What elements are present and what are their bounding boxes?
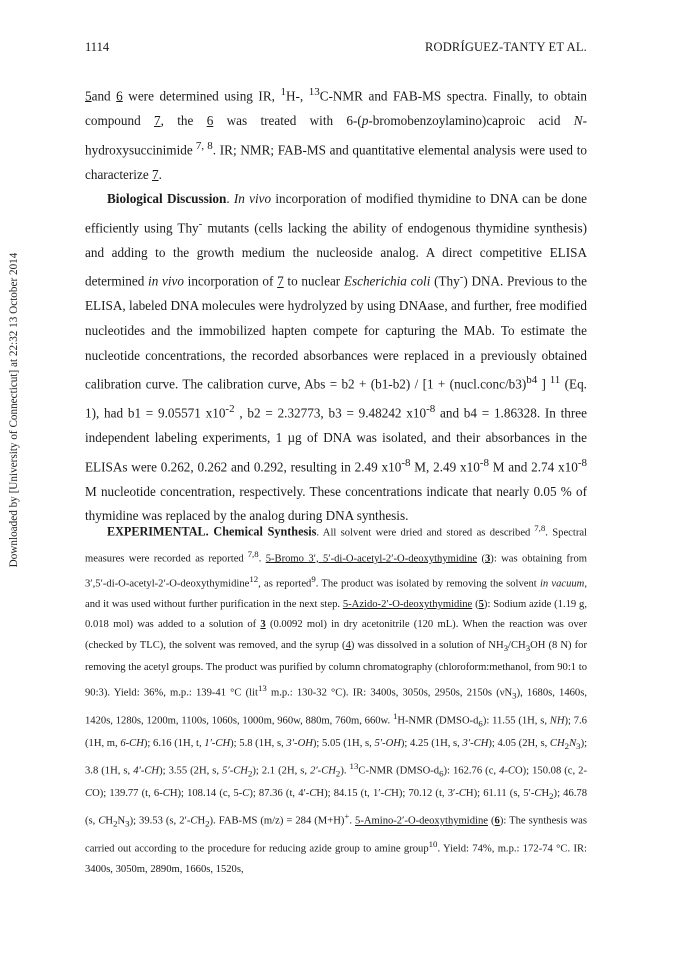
text-run: M and 2.74 x10 bbox=[488, 459, 578, 475]
text-run: 6 bbox=[478, 718, 483, 729]
text-run: 5 bbox=[85, 88, 92, 104]
text-run: -2 bbox=[225, 403, 235, 416]
text-run: 13 bbox=[349, 761, 359, 772]
text-run: p bbox=[361, 112, 369, 128]
download-watermark bbox=[2, 150, 26, 670]
text-run: 5′-OH bbox=[374, 737, 401, 749]
text-run: ] bbox=[537, 376, 546, 392]
main-text bbox=[85, 80, 587, 529]
text-run: . IR; NMR; FAB-MS and quantitative elemental analysis were used to characterize bbox=[85, 141, 588, 182]
text-run: in vacuum bbox=[539, 579, 585, 590]
text-run: 4′-CH bbox=[133, 765, 160, 777]
text-run: ): Sodium azide (1.19 g, 0.018 mol) was added to a solution of bbox=[85, 599, 587, 631]
text-run: , the bbox=[160, 112, 207, 128]
compound-5-name: 5-Azido-2′-O-deoxythymidine bbox=[342, 599, 473, 611]
text-run: -8 bbox=[479, 456, 489, 469]
text-run: ): 11.55 (1H, s, bbox=[482, 715, 550, 727]
text-run: 1 bbox=[280, 86, 286, 98]
experimental-paragraph bbox=[85, 518, 587, 880]
text-run: 5 bbox=[478, 599, 484, 611]
running-author: RODRÍGUEZ-TANTY ET AL. bbox=[424, 40, 587, 54]
text-run: and b4 = 1.86328. In three independent labeling experiments, 1 µg of DNA was isolated, and their absorbances in the ELISAs were 0.262, 0.262 and 0.292, resulting in 2.49 x10 bbox=[85, 405, 587, 475]
text-run: - bbox=[459, 271, 464, 284]
text-run: . bbox=[349, 815, 356, 827]
text-run: ); 4.25 (1H, s, bbox=[400, 737, 463, 749]
text-run: . Spectral measures were recorded as reported bbox=[85, 527, 588, 565]
text-run: ( bbox=[477, 553, 485, 565]
text-run: 12 bbox=[249, 574, 259, 585]
text-run: 3 bbox=[503, 642, 509, 653]
text-run: (0.0092 mol) in dry acetonitrile (120 mL). When the reaction was over (checked by TLC), the solvent was removed, and the syrup ( bbox=[85, 619, 587, 651]
text-run: In vivo bbox=[233, 191, 272, 207]
text-run: ); 39.53 (s, 2′- bbox=[129, 815, 191, 827]
text-run: -bromobenzoylamino)caproic acid bbox=[368, 112, 574, 128]
text-run: C bbox=[85, 787, 93, 799]
text-run: NH bbox=[549, 715, 565, 727]
text-run: O); 139.77 (t, 6- bbox=[92, 787, 163, 799]
text-run: 3 bbox=[260, 619, 266, 631]
text-run: -8 bbox=[401, 456, 411, 469]
text-run: were determined using IR, bbox=[122, 88, 281, 104]
text-run: ); 6.16 (1H, t, bbox=[143, 737, 205, 749]
compound-3-name: 5-Bromo 3′, 5′-di-O-acetyl-2′-O-deoxythymidine bbox=[265, 553, 478, 565]
text-run: /CH bbox=[508, 639, 526, 651]
text-run: -8 bbox=[577, 456, 587, 469]
text-run: 7 bbox=[277, 273, 284, 289]
text-run: N bbox=[569, 737, 577, 749]
text-run: C-NMR and FAB-MS spectra. Finally, to obtain compound bbox=[85, 88, 587, 128]
page-header bbox=[85, 40, 587, 58]
text-run: H); 70.12 (t, 3′- bbox=[391, 787, 459, 799]
text-run: H-NMR (DMSO-d bbox=[397, 715, 479, 727]
text-run: b4 bbox=[526, 374, 538, 387]
text-run: was treated with 6-( bbox=[213, 112, 362, 128]
text-run: 6 bbox=[439, 768, 444, 779]
text-run: 3′-OH bbox=[286, 737, 313, 749]
text-run: C bbox=[98, 815, 106, 827]
text-run: 13 bbox=[308, 86, 320, 98]
text-run: H bbox=[541, 787, 550, 799]
text-run: 6 bbox=[206, 112, 214, 128]
text-run: ( bbox=[472, 599, 479, 611]
text-run: , b2 = 2.32773, b3 = 9.48242 x10 bbox=[234, 405, 427, 421]
text-run: 1 bbox=[392, 710, 398, 721]
text-run: 3 bbox=[525, 642, 531, 653]
text-run: . Yield: 74%, m.p.: 172-74 °C. IR: 3400s, 3050m, 2890m, 1660s, 1520s, bbox=[85, 843, 587, 875]
text-run: ), 1680s, 1460s, 1420s, 1280s, 1200m, 1100s, 1060s, 1000m, 960w, 880m, 760m, 660w. bbox=[85, 687, 588, 727]
text-run: -hydroxysuccinimide bbox=[85, 112, 587, 157]
experimental-text bbox=[85, 518, 587, 880]
biological-discussion-paragraph bbox=[85, 187, 587, 529]
text-run: ); 5.8 (1H, s, bbox=[230, 737, 287, 749]
text-run: C bbox=[190, 815, 198, 827]
text-run: M nucleotide concentration, respectively. These concentrations indicate that nearly 0.05 % of thymidine was replaced by the analog during DNA synthesis. bbox=[85, 483, 587, 524]
text-run: 2 bbox=[335, 768, 341, 779]
section-heading-experimental: EXPERIMENTAL. Chemical Synthesis bbox=[107, 524, 317, 539]
text-run: 3 bbox=[485, 553, 491, 565]
text-run: ): 162.76 (c, bbox=[443, 765, 500, 777]
text-run: N bbox=[117, 815, 126, 827]
text-run: . The product was isolated by removing the solvent bbox=[315, 579, 540, 590]
text-run: 6 bbox=[116, 88, 123, 104]
page-number: 1114 bbox=[85, 40, 110, 54]
text-run: 13 bbox=[257, 683, 267, 694]
text-run: H bbox=[197, 815, 206, 827]
text-run: , and it was used without further purification in the next step. bbox=[85, 579, 587, 611]
text-run: incorporation of bbox=[183, 273, 278, 289]
text-run: . All solvent were dried and stored as described bbox=[316, 527, 531, 539]
text-run: in vivo bbox=[148, 273, 184, 289]
text-run: 4 bbox=[345, 639, 351, 651]
text-run: M, 2.49 x10 bbox=[410, 459, 480, 475]
text-run: ): The synthesis was carried out according to the procedure for reducing azide group to amine group bbox=[85, 815, 587, 855]
text-run: CH bbox=[549, 737, 565, 749]
text-run: 7 bbox=[151, 166, 159, 182]
text-run: 7, 8 bbox=[192, 139, 213, 152]
text-run: and bbox=[91, 88, 117, 104]
text-run: -8 bbox=[426, 403, 436, 416]
text-run: H); 61.11 (s, 5′- bbox=[465, 787, 535, 799]
text-run: ); 5.05 (1H, s, bbox=[312, 737, 375, 749]
download-note: Downloaded by [University of Connecticut] at 22:32 13 October 2014 bbox=[8, 252, 20, 568]
text-run: 5′-CH bbox=[222, 765, 248, 777]
text-run: 2′-CH bbox=[310, 765, 336, 777]
text-run: H); 108.14 (c, 5- bbox=[169, 787, 243, 799]
text-run: 7,8 bbox=[530, 523, 546, 533]
text-run: OH (8 N) for removing the acetyl groups. The product was purified by column chromatography (chloroform:methanol, from 90:1 to 90:3). Yield: 36%, m.p.: 139-41 °C (lit bbox=[85, 639, 587, 699]
text-run: ); 3.55 (2H, s, bbox=[159, 765, 223, 777]
text-run: 2 bbox=[205, 818, 210, 829]
text-run: 3 bbox=[125, 818, 130, 829]
text-run: . bbox=[158, 166, 162, 182]
text-run: + bbox=[344, 811, 350, 822]
text-run: 7,8 bbox=[243, 548, 259, 559]
text-run: O); 150.08 (c, 2- bbox=[514, 765, 587, 777]
text-run: m.p.: 130-32 °C). IR: 3400s, 3050s, 2950s, 2150s (νN bbox=[266, 687, 513, 699]
text-run: C bbox=[458, 787, 466, 799]
text-run: 2 bbox=[113, 818, 118, 829]
text-run: (Eq. 1), had b1 = 9.05571 x10 bbox=[85, 376, 587, 421]
text-run: , as reported bbox=[258, 579, 312, 590]
text-run: H); 84.15 (t, 1′- bbox=[316, 787, 385, 799]
text-run: 3 bbox=[512, 690, 517, 701]
compound-6-name: 5-Amino-2′-O-deoxythymidine bbox=[355, 815, 488, 827]
text-run: ) was dissolved in a solution of NH bbox=[350, 639, 504, 651]
text-run: C bbox=[309, 787, 317, 799]
text-run: C bbox=[162, 787, 170, 799]
text-run: ); 87.36 (t, 4′- bbox=[249, 787, 310, 799]
text-run: 6 bbox=[494, 815, 500, 827]
text-run: 11 bbox=[545, 374, 561, 387]
text-run: C bbox=[384, 787, 392, 799]
intro-paragraph bbox=[85, 80, 587, 187]
text-run: H bbox=[105, 815, 114, 827]
section-heading-biological: Biological Discussion bbox=[107, 191, 227, 207]
text-run: . bbox=[226, 191, 234, 207]
text-run: ) DNA. Previous to the ELISA, labeled DNA molecules were hydrolyzed by using DNAase, and further, free modified nucleotides and the immobilized hapten compete for capturing the MAb. To estimate the nucleotide concentrations, the recorded absorbances were replaced in a previously obtained calibration curve. The calibration curve, Abs = b2 + (b1-b2) / [1 + (nucl.conc/b3) bbox=[85, 273, 587, 392]
text-run: ); 4.05 (2H, s, bbox=[488, 737, 550, 749]
text-run: ); 7.6 (1H, m, bbox=[85, 715, 587, 749]
text-run: to nuclear bbox=[283, 273, 344, 289]
text-run: . bbox=[258, 553, 266, 565]
text-run: H-, bbox=[285, 88, 309, 104]
text-run: (Thy bbox=[430, 273, 460, 289]
text-run: ( bbox=[487, 815, 495, 827]
text-run: mutants (cells lacking the ability of endogenous thymidine synthesis) and adding to the growth medium the nucleoside analog. A direct competitive ELISA determined bbox=[85, 220, 587, 289]
text-run: 7 bbox=[154, 112, 161, 128]
text-run: - bbox=[198, 217, 203, 230]
text-run: ). FAB-MS (m/z) = 284 (M+H) bbox=[209, 815, 345, 827]
text-run: 3 bbox=[576, 740, 581, 751]
text-run: 2 bbox=[247, 768, 253, 779]
text-run: ); 3.8 (1H, s, bbox=[85, 737, 588, 777]
text-run: N bbox=[573, 112, 583, 128]
text-run: C-NMR (DMSO-d bbox=[358, 765, 440, 777]
text-run: 2 bbox=[549, 791, 554, 802]
text-run: ); 46.78 (s, bbox=[85, 787, 588, 827]
text-run: ): was obtaining from 3′,5′-di-O-acetyl-2′-O-deoxythymidine bbox=[85, 553, 587, 590]
text-run: 6-CH bbox=[120, 737, 144, 749]
text-run: 3′-CH bbox=[462, 737, 489, 749]
text-run: C bbox=[534, 787, 542, 799]
text-run: 1′-CH bbox=[204, 737, 231, 749]
text-run: C bbox=[242, 787, 250, 799]
text-run: ). bbox=[340, 765, 350, 777]
text-run: 2 bbox=[564, 740, 570, 751]
text-run: 9 bbox=[311, 574, 316, 585]
text-run: Escherichia coli bbox=[343, 273, 431, 289]
text-run: ); 2.1 (2H, s, bbox=[252, 765, 311, 777]
text-run: incorporation of modified thymidine to DNA can be done efficiently using Thy bbox=[85, 191, 588, 236]
text-run: 10 bbox=[428, 839, 438, 850]
text-run: 4-C bbox=[499, 765, 515, 777]
